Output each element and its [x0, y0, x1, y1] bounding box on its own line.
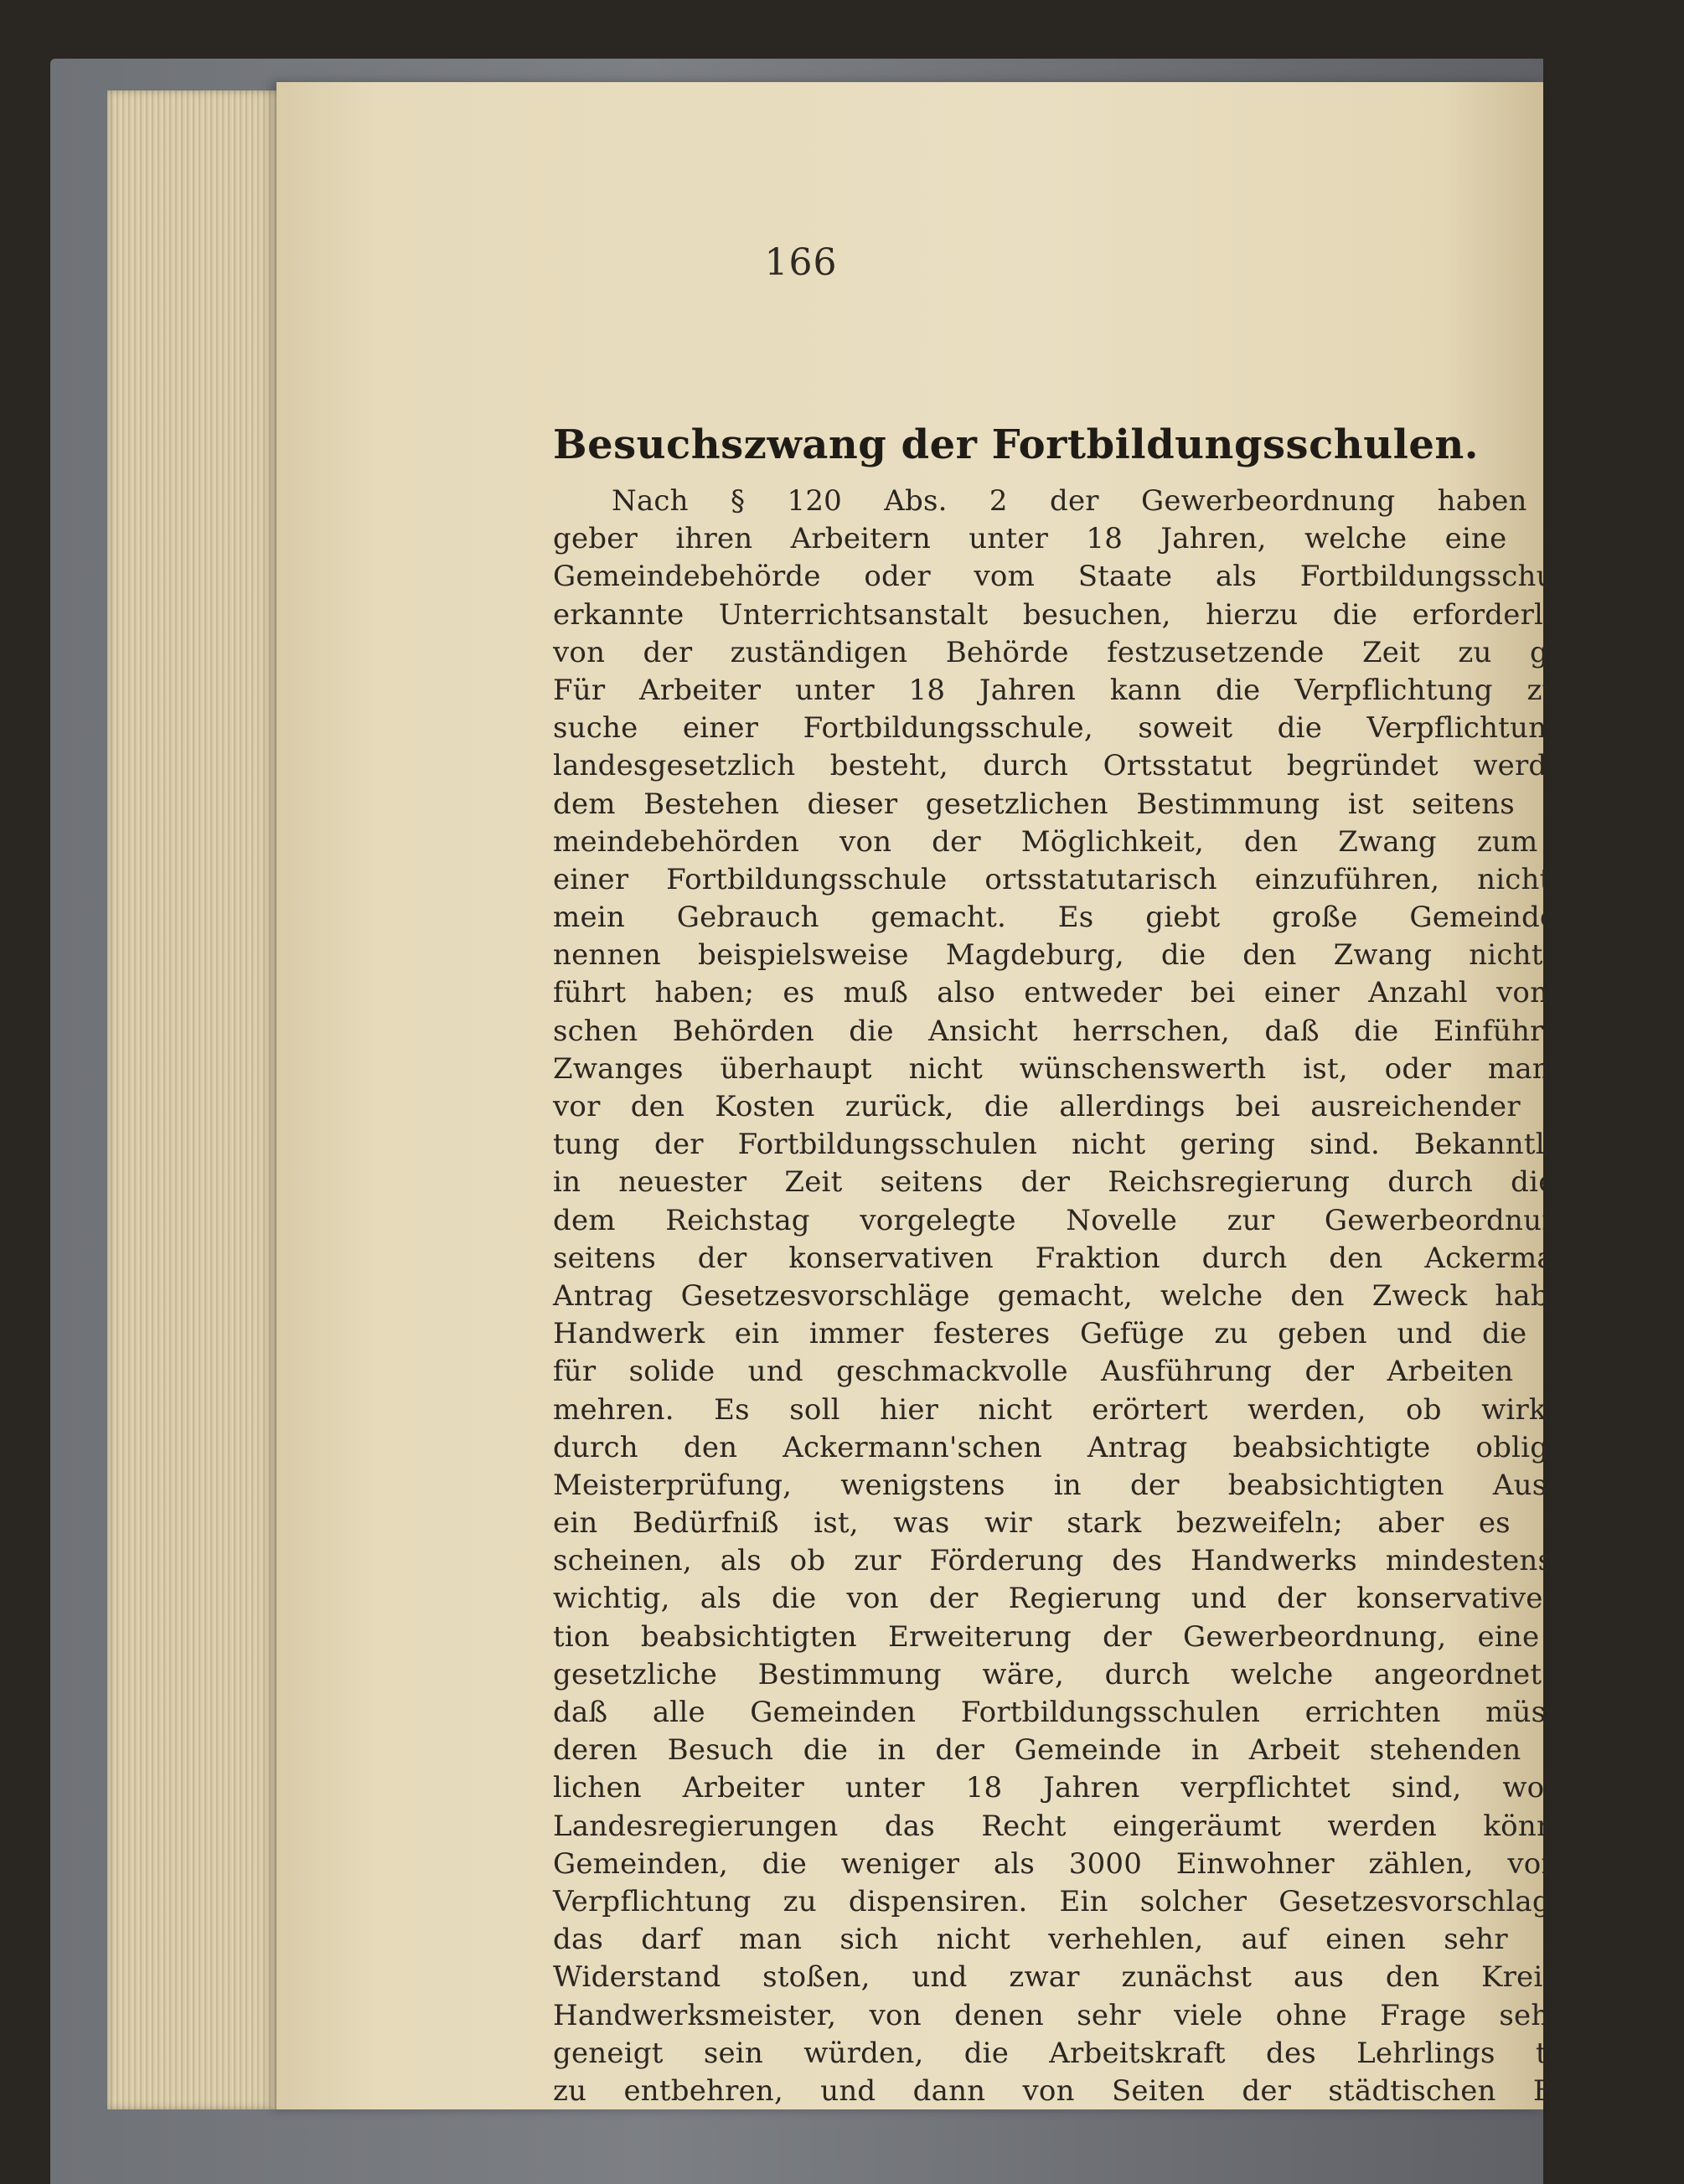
text-line: daß alle Gemeinden Fortbildungsschulen errichten müssen, zu	[553, 1696, 1684, 1729]
text-line: führt haben; es muß also entweder bei einer Anzahl von städti=	[553, 976, 1684, 1010]
text-line: wichtig, als die von der Regierung und der konservativen Frak=	[553, 1582, 1684, 1616]
text-line: vor den Kosten zurück, die allerdings bei ausreichender Ausstat=	[553, 1090, 1684, 1123]
section-heading: Besuchszwang der Fortbildungsschulen.	[553, 421, 1479, 468]
text-line: dem Reichstag vorgelegte Novelle zur Gewerbeordnung und	[553, 1203, 1684, 1237]
text-line: einer Fortbildungsschule ortsstatutarisch einzuführen, nicht allge=	[553, 862, 1684, 896]
text-line: Für Arbeiter unter 18 Jahren kann die Verpflichtung zum Be=	[553, 673, 1684, 707]
text-line: tung der Fortbildungsschulen nicht gering sind. Bekanntlich sind	[553, 1128, 1684, 1162]
text-line: geber ihren Arbeitern unter 18 Jahren, welche eine von der	[553, 522, 1684, 556]
text-line: in neuester Zeit seitens der Reichsregierung durch die jüngst	[553, 1165, 1684, 1200]
body-text	[553, 483, 1684, 2110]
text-line: durch den Ackermann'schen Antrag beabsichtigte obligatorische	[553, 1430, 1684, 1464]
text-line: meindebehörden von der Möglichkeit, den Zwang zum Besuch	[553, 824, 1684, 859]
text-line: Handwerksmeister, von denen sehr viele ohne Frage sehr wenig	[553, 1998, 1684, 2032]
book-page	[276, 82, 1684, 2109]
page-number: 166	[764, 241, 838, 284]
text-line: Landesregierungen das Recht eingeräumt werden könnte, die	[553, 1809, 1684, 1843]
text-line: Gemeinden, die weniger als 3000 Einwohner zählen, von dieser	[553, 1846, 1684, 1881]
text-line: mehren. Es soll hier nicht erörtert werden, ob wirklich die	[553, 1392, 1684, 1427]
text-line: Widerstand stoßen, und zwar zunächst aus den Kreisen der	[553, 1960, 1684, 1995]
text-line: Meisterprüfung, wenigstens in der beabsichtigten Ausdehnung,	[553, 1468, 1684, 1502]
page-edges	[107, 90, 292, 2109]
text-line: für solide und geschmackvolle Ausführung der Arbeiten zu ver=	[553, 1355, 1684, 1389]
text-line: Nach § 120 Abs. 2 der Gewerbeordnung haben Arbeit=	[612, 484, 1684, 518]
text-line: seitens der konservativen Fraktion durch den Ackermann'schen	[553, 1241, 1684, 1275]
text-line: deren Besuch die in der Gemeinde in Arbeit stehenden gewerb=	[553, 1733, 1684, 1768]
text-line: von der zuständigen Behörde festzusetzende Zeit zu gewähren.	[553, 635, 1684, 669]
text-line: suche einer Fortbildungsschule, soweit die Verpflichtung nicht	[553, 711, 1684, 746]
text-line: schen Behörden die Ansicht herrschen, daß die Einführung des	[553, 1014, 1684, 1048]
text-line: mein Gebrauch gemacht. Es giebt große Gemeinden, wir	[553, 901, 1684, 935]
text-line: zu entbehren, und dann von Seiten der städtischen Behörden,	[553, 2073, 1684, 2108]
text-line: lichen Arbeiter unter 18 Jahren verpflichtet sind, wobei den	[553, 1771, 1684, 1805]
text-line: das darf man sich nicht verhehlen, auf einen sehr lebhaften	[553, 1923, 1684, 1957]
text-line: nennen beispielsweise Magdeburg, die den Zwang nicht einge=	[553, 938, 1684, 973]
text-line: Zwanges überhaupt nicht wünschenswerth ist, oder man scheut	[553, 1051, 1684, 1086]
text-line: gesetzliche Bestimmung wäre, durch welche angeordnet würde,	[553, 1657, 1684, 1691]
text-line: geneigt sein würden, die Arbeitskraft des Lehrlings theilweise	[553, 2036, 1684, 2070]
text-line: Handwerk ein immer festeres Gefüge zu geben und die Garantie	[553, 1317, 1684, 1351]
text-line: Gemeindebehörde oder vom Staate als Fortbildungsschule an=	[553, 560, 1684, 594]
text-line: ein Bedürfniß ist, was wir stark bezweifeln; aber es will uns	[553, 1506, 1684, 1541]
text-line: Verpflichtung zu dispensiren. Ein solcher Gesetzesvorschlag würde,	[553, 1884, 1684, 1918]
text-line: tion beabsichtigten Erweiterung der Gewerbeordnung, eine reichs=	[553, 1619, 1684, 1654]
text-line: landesgesetzlich besteht, durch Ortsstatut begründet werden. Seit	[553, 749, 1684, 783]
text-line: scheinen, als ob zur Förderung des Handwerks mindestens ebenso	[553, 1544, 1684, 1578]
text-line: dem Bestehen dieser gesetzlichen Bestimmung ist seitens der Ge=	[553, 787, 1684, 821]
text-line: Antrag Gesetzesvorschläge gemacht, welche den Zweck haben, dem	[553, 1278, 1684, 1313]
text-line: erkannte Unterrichtsanstalt besuchen, hierzu die erforderlichenfalls	[553, 597, 1684, 632]
